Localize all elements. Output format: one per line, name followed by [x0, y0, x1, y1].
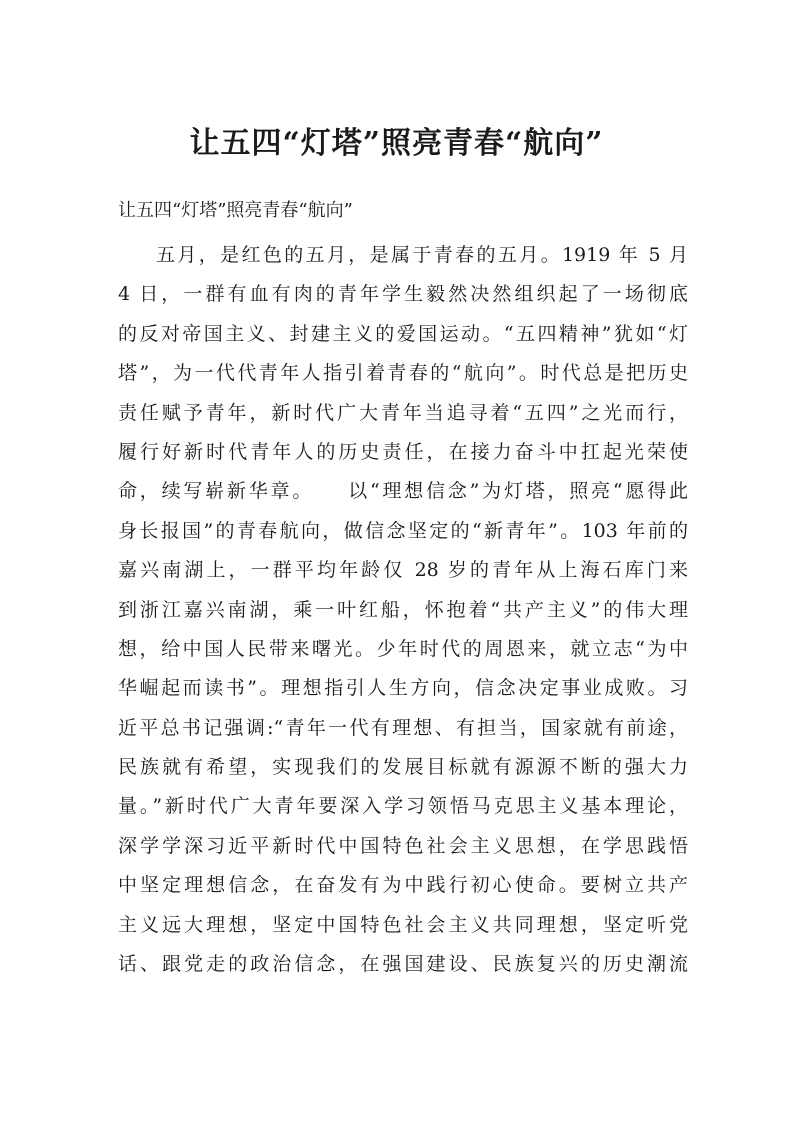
- body-line: 中坚定理想信念，在奋发有为中践行初心使命。要树立共产: [118, 874, 688, 897]
- body-line: 履行好新时代青年人的历史责任，在接力奋斗中扛起光荣使: [118, 440, 688, 463]
- body-line: 五月，是红色的五月，是属于青春的五月。1919 年 5 月: [156, 244, 688, 266]
- body-line: 4 日，一群有血有肉的青年学生毅然决然组织起了一场彻底: [118, 283, 688, 306]
- body-line: 华崛起而读书”。理想指引人生方向，信念决定事业成败。习: [118, 677, 688, 700]
- body-line: 想，给中国人民带来曙光。少年时代的周恩来，就立志“为中: [118, 637, 688, 660]
- body-line: 命，续写崭新华章。 以“理想信念”为灯塔，照亮“愿得此: [118, 480, 688, 503]
- body-line: 民族就有希望，实现我们的发展目标就有源源不断的强大力: [118, 756, 688, 779]
- body-line: 主义远大理想，坚定中国特色社会主义共同理想，坚定听党: [118, 913, 688, 936]
- document-title: 让五四“灯塔”照亮青春“航向”: [189, 126, 604, 161]
- body-line: 深学学深习近平新时代中国特色社会主义思想，在学思践悟: [118, 834, 688, 857]
- body-line: 塔”，为一代代青年人指引着青春的“航向”。时代总是把历史: [118, 362, 688, 385]
- body-line: 话、跟党走的政治信念，在强国建设、民族复兴的历史潮流: [118, 953, 688, 976]
- body-line: 责任赋予青年，新时代广大青年当追寻着“五四”之光而行，: [118, 401, 688, 424]
- document-body: [118, 236, 688, 984]
- body-line: 的反对帝国主义、封建主义的爱国运动。“五四精神”犹如“灯: [118, 322, 688, 345]
- document-subtitle: 让五四“灯塔”照亮青春“航向”: [118, 200, 353, 221]
- body-line: 量。”新时代广大青年要深入学习领悟马克思主义基本理论，: [118, 795, 688, 818]
- body-line: 身长报国”的青春航向，做信念坚定的“新青年”。103 年前的: [118, 519, 688, 542]
- body-line: 嘉兴南湖上，一群平均年龄仅 28 岁的青年从上海石库门来: [118, 559, 688, 582]
- body-line: 近平总书记强调:“青年一代有理想、有担当，国家就有前途，: [118, 716, 688, 739]
- body-line: 到浙江嘉兴南湖，乘一叶红船，怀抱着“共产主义”的伟大理: [118, 598, 688, 621]
